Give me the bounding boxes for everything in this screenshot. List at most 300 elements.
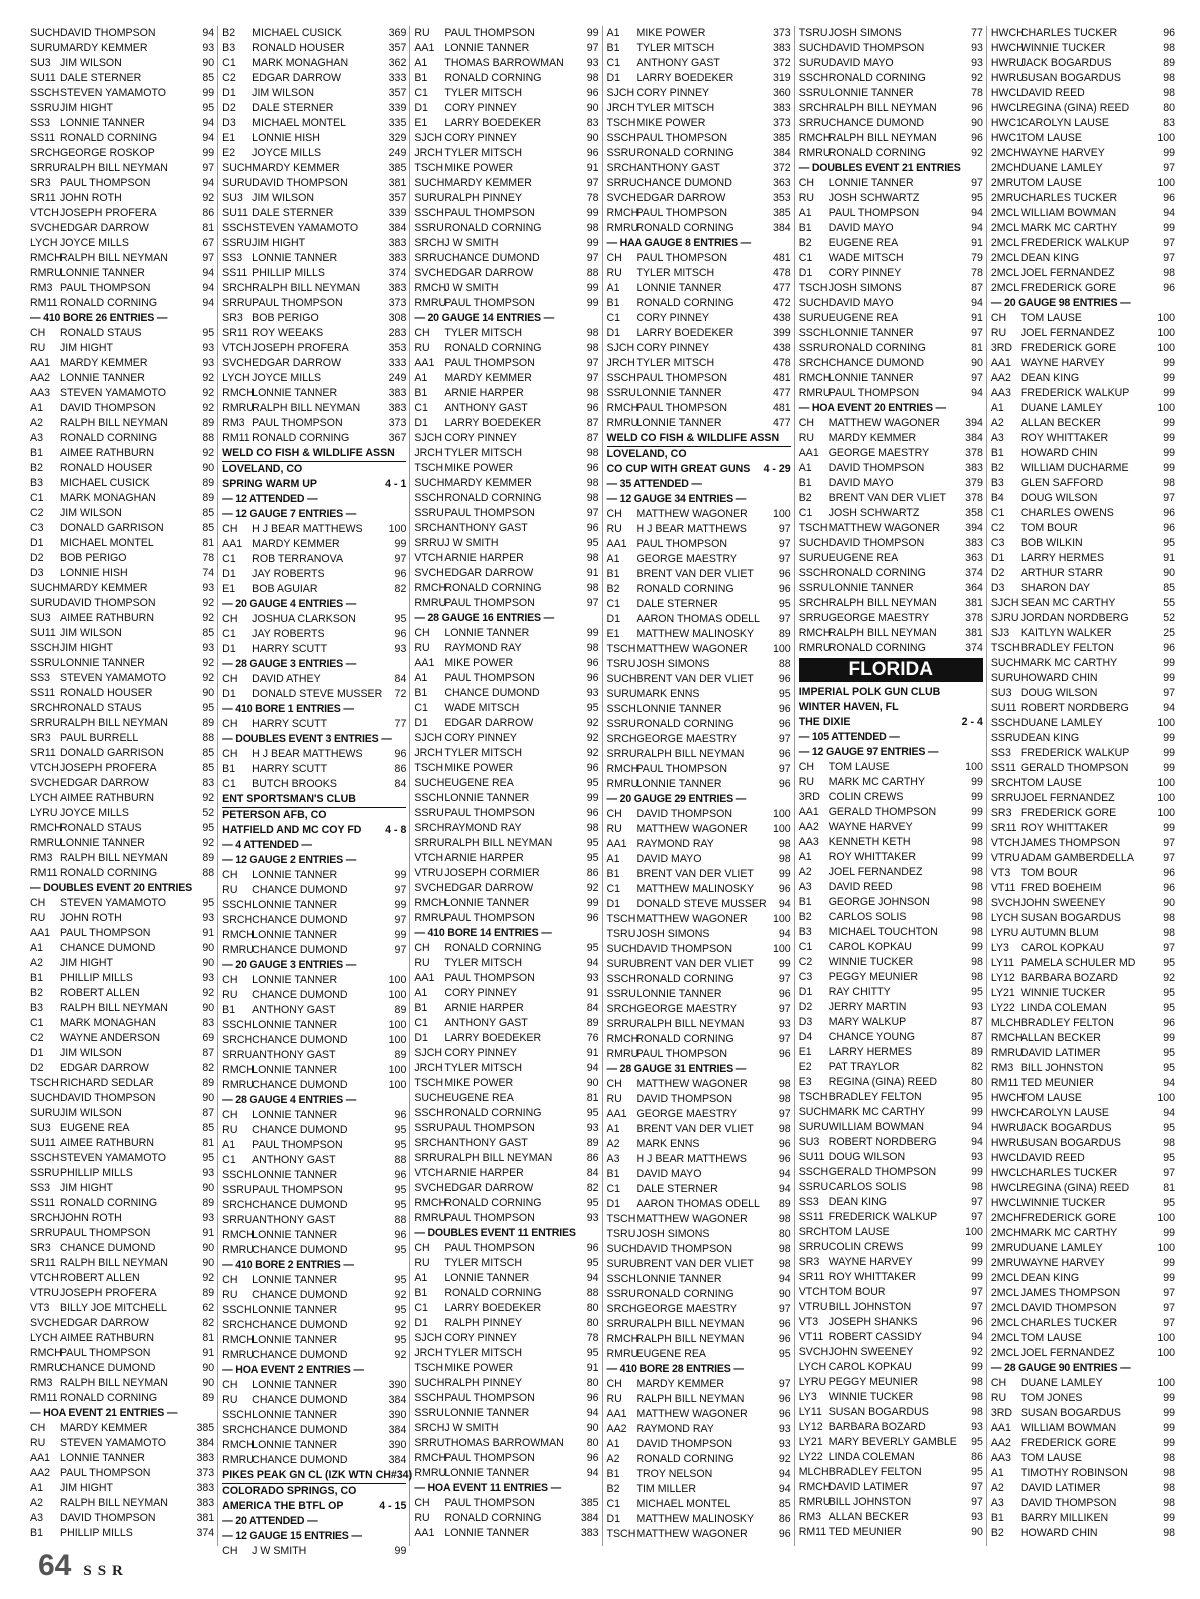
class-code: SRRU <box>606 177 637 189</box>
score-row <box>607 927 791 942</box>
class-code: LY3 <box>798 1391 817 1403</box>
class-code: E1 <box>222 132 236 144</box>
class-code: D1 <box>222 643 236 655</box>
event-heading <box>607 462 791 477</box>
score: 99 <box>586 207 599 219</box>
score-row <box>607 987 791 1002</box>
class-code: SR3 <box>222 312 243 324</box>
shooter-name: AIMEE RATHBURN <box>60 612 154 624</box>
class-code: SUCH <box>414 777 445 789</box>
score-row <box>222 642 406 657</box>
class-code: E1 <box>798 1046 812 1058</box>
shooter-name: TOM BOUR <box>828 1286 886 1298</box>
score-row <box>607 326 791 341</box>
class-code: SSRU <box>30 102 60 114</box>
score-row <box>991 1391 1175 1406</box>
score-row <box>607 1347 791 1362</box>
score-row <box>414 1376 598 1391</box>
shooter-name: PAUL THOMPSON <box>444 972 535 984</box>
score-row <box>222 1078 406 1093</box>
class-code: SSCH <box>222 222 252 234</box>
score: 96 <box>778 1393 791 1405</box>
score-row <box>414 1526 598 1541</box>
score-row <box>607 687 791 702</box>
score: 96 <box>1163 1017 1176 1029</box>
score: 77 <box>971 27 983 39</box>
shooter-name: RONALD CORNING <box>444 1107 542 1119</box>
shooter-name: LONNIE TANNER <box>252 1019 338 1031</box>
shooter-name: REGINA (GINA) REED <box>828 1076 937 1088</box>
score: 92 <box>586 747 599 759</box>
score: 81 <box>202 222 215 234</box>
score: 92 <box>778 1453 791 1465</box>
score-row <box>414 551 598 566</box>
score: 99 <box>586 627 599 639</box>
score-row <box>991 641 1175 656</box>
score: 98 <box>1163 912 1176 924</box>
shooter-name: PAUL THOMPSON <box>636 402 727 414</box>
shooter-name: WINNIE TUCKER <box>1020 42 1106 54</box>
shooter-name: JOEL FERNANDEZ <box>1020 1347 1115 1359</box>
class-code: VTCH <box>30 207 59 219</box>
class-code: RMRU <box>222 1349 254 1361</box>
class-code: AA1 <box>414 657 435 669</box>
score: 92 <box>202 987 215 999</box>
class-code: SSRU <box>222 1184 252 1196</box>
class-code: SRCH <box>30 702 61 714</box>
shooter-name: RONALD CORNING <box>444 222 542 234</box>
shooter-name: JOSH SIMONS <box>636 1228 710 1240</box>
score-row <box>991 1331 1175 1346</box>
shooter-name: RALPH BILL NEYMAN <box>252 402 361 414</box>
score: 97 <box>586 597 599 609</box>
score: 95 <box>1163 1062 1176 1074</box>
class-code: SURU <box>30 597 61 609</box>
score-row <box>30 146 214 161</box>
section-heading <box>607 477 791 492</box>
class-code: C1 <box>222 1154 236 1166</box>
score: 97 <box>1163 1317 1176 1329</box>
class-code: SSCH <box>414 1392 444 1404</box>
class-code: 3RD <box>990 342 1013 354</box>
score-row <box>222 1288 406 1303</box>
class-code: SRRU <box>414 1152 445 1164</box>
shooter-name: CHANCE DUMOND <box>252 1319 348 1331</box>
shooter-name: WILLIAM BOWMAN <box>828 1121 925 1133</box>
score-row <box>991 41 1175 56</box>
score: 62 <box>202 1302 215 1314</box>
score: 99 <box>971 821 983 833</box>
class-code: C1 <box>222 628 236 640</box>
score: 95 <box>586 852 599 864</box>
shooter-name: BRENT VAN DER VLIET <box>636 568 754 580</box>
score: 97 <box>394 914 407 926</box>
score: 383 <box>388 387 407 399</box>
score: 90 <box>1163 897 1176 909</box>
class-code: A1 <box>414 57 428 69</box>
shooter-name: JACK BOGARDUS <box>1020 1122 1112 1134</box>
class-code: A2 <box>606 1453 620 1465</box>
score-row <box>991 476 1175 491</box>
score: 74 <box>202 567 215 579</box>
score-row <box>30 1301 214 1316</box>
score: 97 <box>778 613 791 625</box>
class-code: D4 <box>798 1031 813 1043</box>
class-code: SRRU <box>30 1227 61 1239</box>
class-code: RMCH <box>30 252 62 264</box>
score-row <box>991 746 1175 761</box>
score-row <box>414 791 598 806</box>
shooter-name: DONALD GARRISON <box>60 522 164 534</box>
score-row <box>607 221 791 236</box>
score: 381 <box>965 627 983 639</box>
score: 378 <box>965 492 983 504</box>
class-code: SR11 <box>30 1257 56 1269</box>
score-row <box>607 867 791 882</box>
shooter-name: ROY WHITTAKER <box>828 1271 916 1283</box>
score-row <box>607 1482 791 1497</box>
score-row <box>30 236 214 251</box>
score-row <box>30 866 214 881</box>
score-row <box>607 747 791 762</box>
section-heading <box>222 1363 406 1378</box>
shooter-name: CHANCE DUMOND <box>828 117 925 129</box>
class-code: RU <box>798 432 814 444</box>
score-row <box>991 926 1175 941</box>
score-row <box>414 896 598 911</box>
shooter-name: BRENT VAN DER VLIET <box>828 492 947 504</box>
score: 87 <box>971 1016 983 1028</box>
shooter-name: RONALD CORNING <box>636 973 734 985</box>
score: 98 <box>971 911 983 923</box>
score: 95 <box>1163 1002 1176 1014</box>
class-code: AA3 <box>798 836 819 848</box>
class-code: SSRU <box>606 387 636 399</box>
class-code: SJCH <box>606 87 635 99</box>
score-row <box>607 1497 791 1512</box>
results-column <box>799 26 987 1546</box>
score: 99 <box>1163 762 1176 774</box>
score-row <box>30 641 214 656</box>
class-code: RMCH <box>606 1333 639 1345</box>
section-heading <box>30 311 214 326</box>
shooter-name: WILLIAM BOWMAN <box>1020 1422 1117 1434</box>
class-code: B1 <box>222 763 236 775</box>
score-row <box>222 1183 406 1198</box>
score: 93 <box>202 42 215 54</box>
score: 100 <box>388 523 407 535</box>
class-code: D1 <box>414 717 428 729</box>
shooter-name: BRADLEY FELTON <box>828 1091 922 1103</box>
shooter-name: GEORGE MAESTRY <box>636 1303 737 1315</box>
class-code: SSRU <box>30 1167 60 1179</box>
score: 91 <box>202 927 215 939</box>
class-code: CH <box>798 761 814 773</box>
score: 88 <box>778 658 791 670</box>
score: 357 <box>388 87 407 99</box>
score-row <box>414 971 598 986</box>
shooter-name: CHANCE DUMOND <box>252 1079 348 1091</box>
class-code: D3 <box>30 567 44 579</box>
class-code: AA1 <box>606 538 627 550</box>
score: 84 <box>394 673 407 685</box>
score: 99 <box>971 1361 983 1373</box>
score-row <box>414 1316 598 1331</box>
score-row <box>414 1196 598 1211</box>
class-code: SRCH <box>222 914 253 926</box>
score-row <box>607 266 791 281</box>
score-row <box>222 1168 406 1183</box>
shooter-name: CHANCE DUMOND <box>252 944 348 956</box>
shooter-name: LONNIE TANNER <box>252 387 338 399</box>
section-heading <box>414 1226 598 1241</box>
score-row <box>799 56 983 71</box>
score-row <box>222 943 406 958</box>
shooter-name: MICHAEL TOUCHTON <box>828 926 938 938</box>
section-heading <box>222 1258 406 1273</box>
score: 381 <box>965 597 983 609</box>
score: 90 <box>586 132 599 144</box>
shooter-name: RAYMOND RAY <box>444 822 522 834</box>
section-heading-text: — HOA EVENT 20 ENTRIES — <box>798 402 946 414</box>
class-code: B1 <box>990 1512 1004 1524</box>
shooter-name: HOWARD CHIN <box>1020 447 1098 459</box>
class-code: SURU <box>222 177 253 189</box>
shooter-name: ADAM GAMBERDELLA <box>1020 852 1134 864</box>
class-code: HWCL <box>990 1167 1023 1179</box>
shooter-name: JOSH SIMONS <box>828 282 902 294</box>
shooter-name: LONNIE TANNER <box>252 929 338 941</box>
score: 99 <box>1163 447 1176 459</box>
class-code: SSRU <box>798 1181 829 1193</box>
shooter-name: RONALD HOUSER <box>60 462 153 474</box>
score-row <box>414 56 598 71</box>
score-row <box>991 1496 1175 1511</box>
score: 335 <box>388 117 407 129</box>
score: 372 <box>773 162 791 174</box>
shooter-name: WILLIAM BOWMAN <box>1020 207 1117 219</box>
score-row <box>414 461 598 476</box>
shooter-name: BRENT VAN DER VLIET <box>636 958 754 970</box>
class-code: RMRU <box>798 642 831 654</box>
score-row <box>799 955 983 970</box>
score-row <box>799 296 983 311</box>
score: 96 <box>586 1452 599 1464</box>
score: 96 <box>778 1318 791 1330</box>
class-code: SUCH <box>798 537 829 549</box>
score-row <box>414 131 598 146</box>
score: 97 <box>1163 1302 1176 1314</box>
class-code: D1 <box>606 613 621 625</box>
score-row <box>414 881 598 896</box>
score-row <box>991 251 1175 266</box>
score: 83 <box>202 777 215 789</box>
score-row <box>222 1198 406 1213</box>
class-code: HWC1 <box>990 132 1023 144</box>
score-row <box>30 1361 214 1376</box>
score: 90 <box>971 1526 983 1538</box>
score-row <box>222 687 406 702</box>
score-row <box>30 566 214 581</box>
shooter-name: ANTHONY GAST <box>444 402 528 414</box>
score: 92 <box>202 387 215 399</box>
class-code: RM11 <box>798 1526 827 1538</box>
shooter-name: RONALD CORNING <box>60 132 158 144</box>
score-row <box>799 386 983 401</box>
shooter-name: DAVID THOMPSON <box>828 537 925 549</box>
shooter-name: ROY WEEAKS <box>252 327 324 339</box>
score-row <box>991 281 1175 296</box>
score-row <box>30 71 214 86</box>
score-row <box>30 476 214 491</box>
shooter-name: MARDY KEMMER <box>444 177 532 189</box>
shooter-name: COLIN CREWS <box>828 1241 904 1253</box>
score-row <box>222 326 406 341</box>
score-row <box>799 581 983 596</box>
class-code: VT3 <box>990 867 1011 879</box>
shooter-name: DOUG WILSON <box>1020 687 1098 699</box>
shooter-name: H J BEAR MATTHEWS <box>252 523 363 535</box>
score: 383 <box>580 1527 599 1539</box>
shooter-name: STEVEN YAMAMOTO <box>60 897 166 909</box>
score-row <box>30 1286 214 1301</box>
class-code: RMCH <box>798 372 831 384</box>
score-row <box>799 985 983 1000</box>
score-row <box>799 146 983 161</box>
shooter-name: SHARON DAY <box>1020 582 1091 594</box>
score-row <box>30 86 214 101</box>
score-row <box>222 627 406 642</box>
shooter-name: TYLER MITSCH <box>444 327 523 339</box>
score: 83 <box>1163 117 1176 129</box>
score-row <box>607 1002 791 1017</box>
shooter-name: MARK MC CARTHY <box>1020 1227 1118 1239</box>
class-code: RU <box>222 1289 238 1301</box>
score-row <box>799 1495 983 1510</box>
class-code: SJRU <box>990 612 1019 624</box>
score: 99 <box>394 869 407 881</box>
score-row <box>222 537 406 552</box>
score: 90 <box>202 1092 215 1104</box>
shooter-name: DAVID MAYO <box>828 297 894 309</box>
shooter-name: BRENT VAN DER VLIET <box>636 868 754 880</box>
score: 99 <box>1163 357 1176 369</box>
section-heading-text: — 35 ATTENDED — <box>606 478 702 490</box>
score-row <box>991 1376 1175 1391</box>
score-row <box>30 956 214 971</box>
score: 81 <box>202 537 215 549</box>
class-code: SRCH <box>606 1303 637 1315</box>
score-row <box>30 41 214 56</box>
shooter-name: ROBERT NORDBERG <box>1020 702 1129 714</box>
shooter-name: CARLOS SOLIS <box>828 1181 907 1193</box>
class-code: A1 <box>990 402 1004 414</box>
score-row <box>991 1106 1175 1121</box>
score-row <box>799 521 983 536</box>
class-code: SURU <box>30 42 61 54</box>
class-code: E3 <box>798 1076 812 1088</box>
class-code: SUCH <box>414 477 445 489</box>
score-row <box>607 1422 791 1437</box>
shooter-name: PAUL THOMPSON <box>444 912 535 924</box>
class-code: A1 <box>414 1272 428 1284</box>
score-row <box>799 266 983 281</box>
shooter-name: DAVID THOMPSON <box>1020 1302 1117 1314</box>
score: 93 <box>778 1018 791 1030</box>
shooter-name: GEORGE MAESTRY <box>636 1003 737 1015</box>
shooter-name: MARDY KEMMER <box>60 42 148 54</box>
score-row <box>30 611 214 626</box>
score: 96 <box>778 1048 791 1060</box>
score: 98 <box>971 836 983 848</box>
shooter-name: PAUL THOMPSON <box>636 763 727 775</box>
score: 83 <box>586 117 599 129</box>
score: 95 <box>202 102 215 114</box>
class-code: TSCH <box>606 913 636 925</box>
class-code: AA1 <box>798 806 819 818</box>
score-row <box>222 1318 406 1333</box>
class-code: SJCH <box>606 342 635 354</box>
class-code: SSCH <box>798 1166 829 1178</box>
shooter-name: EUGENE REA <box>828 312 899 324</box>
score-row <box>414 26 598 41</box>
score-row <box>222 1213 406 1228</box>
shooter-name: DAVID THOMPSON <box>636 1093 733 1105</box>
class-code: SR11 <box>30 192 56 204</box>
score-row <box>414 1346 598 1361</box>
shooter-name: HOWARD CHIN <box>1020 1527 1098 1539</box>
score-row <box>991 896 1175 911</box>
shooter-name: PAUL THOMPSON <box>60 282 151 294</box>
shooter-name: CHANCE DUMOND <box>252 1199 348 1211</box>
score-row <box>414 416 598 431</box>
class-code: AA1 <box>606 1408 627 1420</box>
class-code: 2MCL <box>990 207 1020 219</box>
score-row <box>607 1212 791 1227</box>
score: 100 <box>773 913 791 925</box>
score: 385 <box>773 132 791 144</box>
shooter-name: RALPH BILL NEYMAN <box>444 1152 553 1164</box>
score-row <box>414 761 598 776</box>
section-heading-text: — 20 GAUGE 3 ENTRIES — <box>222 959 357 971</box>
shooter-name: MARK MONAGHAN <box>60 1017 156 1029</box>
score-row <box>607 762 791 777</box>
score: 89 <box>394 1004 407 1016</box>
class-code: B1 <box>30 972 43 984</box>
score-row <box>991 1196 1175 1211</box>
class-code: B1 <box>798 222 812 234</box>
score-row <box>30 701 214 716</box>
score: 92 <box>394 1289 407 1301</box>
score-row <box>222 1348 406 1363</box>
score: 92 <box>202 657 215 669</box>
shooter-name: RONALD CORNING <box>636 718 734 730</box>
score-row <box>991 371 1175 386</box>
score: 99 <box>971 1241 983 1253</box>
score: 100 <box>773 943 791 955</box>
score: 99 <box>1163 417 1176 429</box>
score-row <box>607 161 791 176</box>
score-row <box>414 41 598 56</box>
score: 84 <box>394 778 407 790</box>
score-row <box>991 221 1175 236</box>
section-heading-text: — DOUBLES EVENT 11 ENTRIES <box>414 1227 576 1239</box>
score: 384 <box>388 1424 407 1436</box>
shooter-name: PAUL THOMPSON <box>444 1497 535 1509</box>
score-row <box>799 611 983 626</box>
score: 93 <box>778 1423 791 1435</box>
score-row <box>799 1510 983 1525</box>
